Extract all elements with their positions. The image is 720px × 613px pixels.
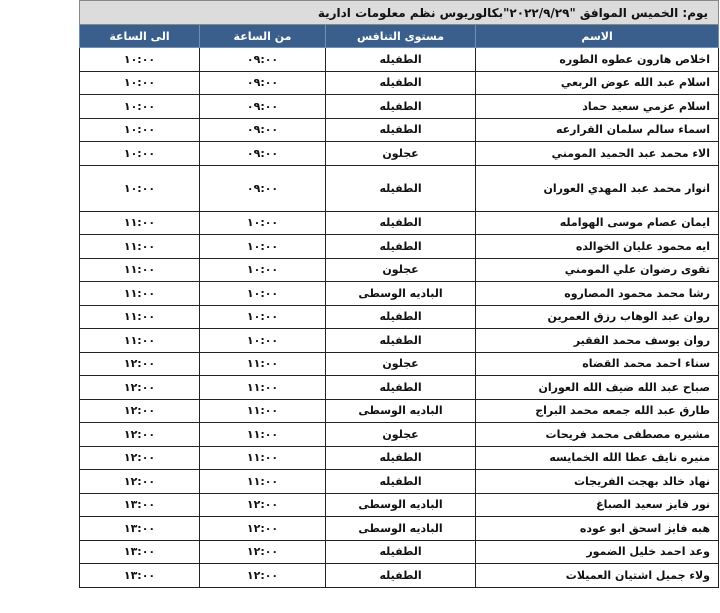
cell-level: الطفيله xyxy=(326,470,476,494)
cell-from: ١٢:٠٠ xyxy=(200,564,326,588)
cell-name: نور فايز سعيد الصباغ xyxy=(476,493,719,517)
cell-from: ١١:٠٠ xyxy=(200,376,326,400)
table-row xyxy=(80,540,719,564)
cell-from: ١٠:٠٠ xyxy=(200,305,326,329)
cell-to: ١٣:٠٠ xyxy=(80,564,200,588)
schedule-sheet xyxy=(79,0,718,613)
cell-to: ١٠:٠٠ xyxy=(80,48,200,72)
table-row xyxy=(80,399,719,423)
cell-name: ولاء جميل اشتيان العميلات xyxy=(476,564,719,588)
cell-name: اسماء سالم سلمان القرارعه xyxy=(476,118,719,142)
cell-from: ١٠:٠٠ xyxy=(200,235,326,259)
cell-to: ١١:٠٠ xyxy=(80,329,200,353)
cell-name: طارق عبد الله جمعه محمد البراج xyxy=(476,399,719,423)
cell-name: رشا محمد محمود المصاروه xyxy=(476,282,719,306)
cell-from: ١٠:٠٠ xyxy=(200,282,326,306)
cell-from: ١١:٠٠ xyxy=(200,446,326,470)
table-row xyxy=(80,165,719,211)
cell-to: ١٣:٠٠ xyxy=(80,493,200,517)
cell-level: الباديه الوسطى xyxy=(326,282,476,306)
table-row xyxy=(80,48,719,72)
cell-name: نهاد خالد بهجت الفريجات xyxy=(476,470,719,494)
cell-to: ١١:٠٠ xyxy=(80,282,200,306)
cell-level: الباديه الوسطى xyxy=(326,399,476,423)
table-row xyxy=(80,258,719,282)
table-row xyxy=(80,71,719,95)
cell-to: ١٠:٠٠ xyxy=(80,142,200,166)
cell-from: ٠٩:٠٠ xyxy=(200,48,326,72)
title-row xyxy=(80,1,719,25)
cell-to: ١٢:٠٠ xyxy=(80,470,200,494)
cell-to: ١٠:٠٠ xyxy=(80,165,200,211)
cell-to: ١١:٠٠ xyxy=(80,305,200,329)
cell-level: عجلون xyxy=(326,423,476,447)
cell-name: مشيره مصطفى محمد فريحات xyxy=(476,423,719,447)
cell-from: ١٢:٠٠ xyxy=(200,517,326,541)
table-row xyxy=(80,95,719,119)
cell-to: ١٢:٠٠ xyxy=(80,399,200,423)
cell-name: ايه محمود عليان الخوالده xyxy=(476,235,719,259)
cell-name: اسلام عزمي سعيد حماد xyxy=(476,95,719,119)
cell-name: اخلاص هارون عطوه الطوره xyxy=(476,48,719,72)
schedule-title: يوم: الخميس الموافق "٢٠٢٢/٩/٢٩"بكالوريوس نظم معلومات ادارية xyxy=(80,1,719,25)
table-row xyxy=(80,493,719,517)
table-row xyxy=(80,446,719,470)
cell-to: ١٠:٠٠ xyxy=(80,71,200,95)
cell-level: الطفيله xyxy=(326,165,476,211)
cell-to: ١٢:٠٠ xyxy=(80,446,200,470)
table-row xyxy=(80,142,719,166)
cell-from: ٠٩:٠٠ xyxy=(200,95,326,119)
table-row xyxy=(80,329,719,353)
cell-to: ١٠:٠٠ xyxy=(80,95,200,119)
cell-level: الطفيله xyxy=(326,305,476,329)
cell-level: الطفيله xyxy=(326,95,476,119)
header-to: الى الساعة xyxy=(80,25,200,48)
cell-level: الطفيله xyxy=(326,564,476,588)
cell-from: ٠٩:٠٠ xyxy=(200,165,326,211)
cell-to: ١٢:٠٠ xyxy=(80,376,200,400)
cell-from: ١٠:٠٠ xyxy=(200,211,326,235)
cell-name: اسلام عبد الله عوض الربعي xyxy=(476,71,719,95)
cell-from: ١١:٠٠ xyxy=(200,470,326,494)
cell-from: ١١:٠٠ xyxy=(200,423,326,447)
cell-to: ١١:٠٠ xyxy=(80,235,200,259)
cell-level: الطفيله xyxy=(326,540,476,564)
header-level: مستوى التنافس xyxy=(326,25,476,48)
table-row xyxy=(80,470,719,494)
table-row xyxy=(80,211,719,235)
cell-level: الطفيله xyxy=(326,118,476,142)
cell-name: روان يوسف محمد الفقير xyxy=(476,329,719,353)
table-row xyxy=(80,235,719,259)
cell-name: منيره نايف عطا الله الخمايسه xyxy=(476,446,719,470)
cell-level: الطفيله xyxy=(326,446,476,470)
cell-from: ١٠:٠٠ xyxy=(200,329,326,353)
cell-level: الطفيله xyxy=(326,48,476,72)
cell-name: ايمان عصام موسى الهوامله xyxy=(476,211,719,235)
cell-name: صباح عبد الله ضيف الله العوران xyxy=(476,376,719,400)
cell-level: عجلون xyxy=(326,142,476,166)
table-row xyxy=(80,564,719,588)
cell-to: ١٣:٠٠ xyxy=(80,517,200,541)
cell-to: ١١:٠٠ xyxy=(80,258,200,282)
cell-level: عجلون xyxy=(326,258,476,282)
cell-from: ١١:٠٠ xyxy=(200,352,326,376)
cell-name: تقوى رضوان علي المومني xyxy=(476,258,719,282)
table-row xyxy=(80,376,719,400)
cell-from: ١١:٠٠ xyxy=(200,399,326,423)
cell-to: ١٣:٠٠ xyxy=(80,540,200,564)
cell-level: الطفيله xyxy=(326,211,476,235)
cell-name: الاء محمد عبد الحميد المومني xyxy=(476,142,719,166)
cell-to: ١١:٠٠ xyxy=(80,211,200,235)
header-name: الاسم xyxy=(476,25,719,48)
header-from: من الساعة xyxy=(200,25,326,48)
cell-level: الباديه الوسطى xyxy=(326,493,476,517)
cell-from: ٠٩:٠٠ xyxy=(200,118,326,142)
cell-to: ١٠:٠٠ xyxy=(80,118,200,142)
cell-name: هبه فايز اسحق ابو عوده xyxy=(476,517,719,541)
table-row xyxy=(80,118,719,142)
cell-from: ١٢:٠٠ xyxy=(200,540,326,564)
cell-from: ١٠:٠٠ xyxy=(200,258,326,282)
table-row xyxy=(80,517,719,541)
cell-level: الطفيله xyxy=(326,376,476,400)
header-row xyxy=(80,25,719,48)
cell-name: سناء احمد محمد القضاه xyxy=(476,352,719,376)
cell-to: ١٢:٠٠ xyxy=(80,352,200,376)
cell-to: ١٢:٠٠ xyxy=(80,423,200,447)
cell-name: روان عبد الوهاب رزق العمرين xyxy=(476,305,719,329)
cell-level: الطفيله xyxy=(326,71,476,95)
cell-from: ١٢:٠٠ xyxy=(200,493,326,517)
cell-level: عجلون xyxy=(326,352,476,376)
table-row xyxy=(80,282,719,306)
cell-from: ٠٩:٠٠ xyxy=(200,142,326,166)
cell-level: الطفيله xyxy=(326,329,476,353)
table-row xyxy=(80,305,719,329)
schedule-table xyxy=(79,0,719,588)
cell-level: الباديه الوسطى xyxy=(326,517,476,541)
cell-from: ٠٩:٠٠ xyxy=(200,71,326,95)
cell-name: انوار محمد عبد المهدي العوران xyxy=(476,165,719,211)
cell-name: وعد احمد خليل الضمور xyxy=(476,540,719,564)
table-row xyxy=(80,352,719,376)
table-row xyxy=(80,423,719,447)
cell-level: الطفيله xyxy=(326,235,476,259)
